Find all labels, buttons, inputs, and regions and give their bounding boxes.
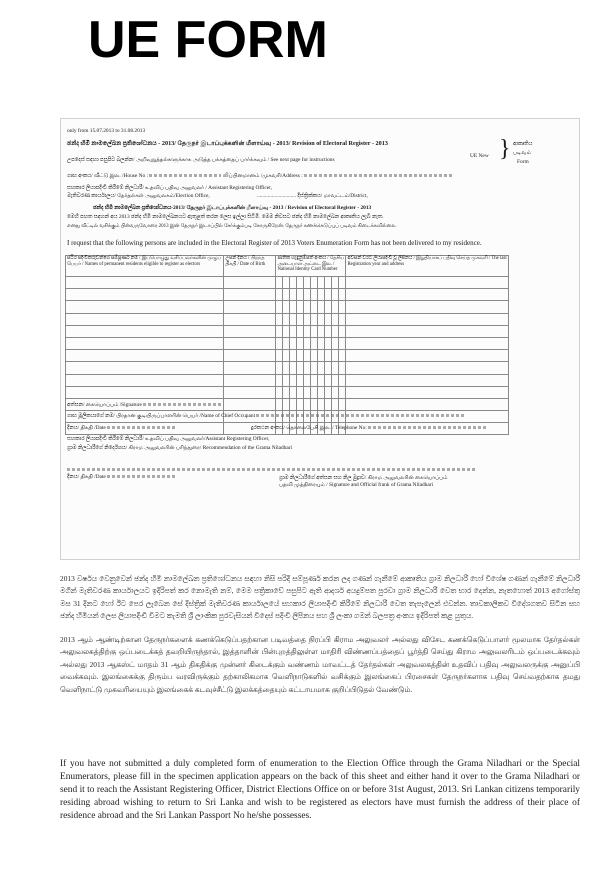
- col-nic-header: ජාතික හැඳුනුම්පත් අංකය / தேசிய அடையாள அட்டை இல. / National Identity Card Number: [276, 256, 346, 277]
- election-office: මැතිවරණ කාර්යාලය/ தேர்தல்கள் அலுவலகம்/Election Office,: [67, 193, 210, 199]
- instructions-note: උපදෙස් සඳහා පසුපිට බලන්න/ அறிவுறுத்தல்களுக்காக அடுத்த பக்கத்தைப் பார்க்கவும் / See next page for instructions: [67, 157, 335, 163]
- form-side-note-ta: படிவம்: [513, 150, 531, 156]
- paragraph-tamil: 2013 ஆம் ஆண்டிற்கான தேருநர்களைக் கணக்கெடுப்பதற்கான படிவத்தை நிரப்பி கிராம அலுவலர் அல்லது விசேட கணக்கெடுப்பாளர் மூலமாக தேர்தல்கள் அலுவலகத்திற்கு ஒப்படைக்கத் தவறியிருந்தால், இத்தாளின் பின்புறத்திலுள்ள மாதிரி விண்ணப்பத்தைப் பூர்த்தி செய்து கிராம அலுவலரிடம் ஒப்படைக்கவும் அல்லது 2013 ஆகஸ்ட் மாதம் 31 ஆம் திகதிக்கு முன்னர் கிடைக்கும் வண்ணம் மாவட்டத் தேர்தல்கள் அலுவலகத்தின் உதவிப் பதிவு அலுவலருக்கு அனுப்பி வைக்கவும். இலங்கைக்கு திரும்ப வரவிருக்கும் தற்காலிகமாக வெளிநாடுகளில் வசிக்கும் இலங்கைப் பிரசைகள் தேருநர்களாக பதிவு செய்வதற்காக தமது வெளிநாட்டு முகவரியையும் இலங்கைக் கடவுச்சீட்டு இலக்கத்தையும் கட்டாயமாக குறிப்பிடுதல் வேண்டும்.: [60, 635, 580, 694]
- table-row[interactable]: [66, 374, 509, 386]
- signature-field[interactable]: [143, 403, 223, 406]
- chief-occupant-field[interactable]: [256, 414, 466, 417]
- col-names-header: ස්ථිර පදිංචිකරුවන්ගේ සම්පූර්ණ නම / இப்பொழுது வசிப்பவர்களின் முழுப் பெயர் / Names of permanent residents eligible to register as electors: [66, 256, 224, 277]
- district-label: ............................. දිස්ත්‍රික්කය/ மாவட்டம்/District,: [257, 193, 368, 199]
- col-dob-header: උපන් දිනය / பிறந்த திகதி / Date of Birth: [224, 256, 276, 277]
- address-label: லிப்பினமானம் /முகவரி/Address :: [223, 173, 303, 179]
- signature-label: අත්සන/ கையொப்பம் /Signature: [67, 402, 142, 408]
- request-sinhala: මෙහි පහත සඳහන් අය 2013 ඡන්ද හිමි නාමලේඛනයට ඇතුළත් කරන ලෙස ඉල්ලා සිටිමි. මෙම නිවසට ඡන්ද හිමි නාමලේඛන ආකෘතිය ලැබී නැත.: [67, 214, 384, 220]
- house-no-field[interactable]: [149, 174, 221, 177]
- revision-title-bold: ඡන්ද හිමි නාමලේඛන ප්‍රතිශෝධනය-2013/ தேருநர் இடாப்புக்களின் மீளாய்வு - 2013 / Revision of Electoral Register - 2013: [93, 205, 372, 211]
- table-row[interactable]: [66, 350, 509, 362]
- aro-label: සහකාර ලියාපදිංචි කිරීමේ නිලධාරී/ உதவிப் பதிவு அலுவலர்/Assistant Registering Officer,: [67, 436, 270, 442]
- date-label-2: දිනය/ திகதி /Date: [67, 474, 106, 480]
- telephone-label: දුරකථන අංකය/ தொலைபேசி இல. / Telephone No:: [251, 425, 367, 431]
- col-address-header: අවසන් වරට ලියාපදිංචි වූ ලිපිනය / இறுதியாகப் பதிவு செய்த முகவரி / The last Registration year and address: [346, 256, 509, 277]
- paragraph-english: If you have not submitted a duly completed form of enumeration to the Election Office through the Grama Niladhari or the Special Enumerators, please fill in the specimen application appears on the back of this sheet and either hand it over to the Grama Niladhari or send it to reach the Assistant Registering Officer, District Elections Office on or before 31st August, 2013. Sri Lankan citizens temporarily residing abroad wishing to return to Sri Lanka and wish to be registered as electors have must furnish the address of their place of residence abroad and the Sri Lankan Passport No he/she possesses.: [60, 759, 580, 821]
- request-tamil: எனது வீட்டில் வசிக்கும் பின்வருவோரை 2013 இன் தேருநர் இடாப்பில் சேர்க்கும்படி கோருகிறேன். தேருநர் கணக்கெடுப்புப் படிவம் கிடைக்கவில்லை.: [67, 223, 397, 229]
- table-header-row: [66, 256, 509, 277]
- form-side-note-si: ආකෘතිය: [513, 141, 533, 147]
- paragraph-sinhala: 2013 වර්ෂය වෙනුවෙන් ඡන්ද හිමි නාමලේඛන ප්‍රතිශෝධනය සඳහා නිසි පරිදි සම්පූර්ණ කරන ලද ගණන් ගැනීමේ ආකෘතිය ග්‍රාම නිලධාරී හෝ විශේෂ ගණන් ගැනීමේ නිලධාරී මගින් මැතිවරණ කාර්යාලයට ඉදිරිපත් කර නොමැති නම්, මෙම පත්‍රිකාවේ පසුපිට ඇති ආදර්ශ අයදුම්පත පුරවා ග්‍රාම නිලධාරී වෙත භාර දෙන්න, නැතහොත් 2013 අගෝස්තු මස 31 දිනට හෝ ඊට පෙර ලැබෙන සේ දිස්ත්‍රික් මැතිවරණ කාර්යාලයේ සහකාර ලියාපදිංචි කිරීමේ නිලධාරී වෙත තැපෑලෙන් එවන්න. තාවකාලිකව විදේශගතව සිටින සහ ඡන්ද හිමියන් ලෙස ලියාපදිංචි වීමට කැමති ශ්‍රී ලාංකික පුරවැසියන් විදෙස් පදිංචි ලිපිනය සහ ශ්‍රී ලංකා ගමන් බලපත්‍ර අංකය ඉදිරිපත් කළ යුතුය.: [60, 574, 580, 621]
- gn-signature-si: ග්‍රාම නිලධාරීගේ අත්සන සහ නිල මුද්‍රාව/ கிராம அலுவலரின் கையொப்பம்: [279, 475, 448, 481]
- assistant-registering-officer: සහකාර ලියාපදිංචි කිරීමේ නිලධාරී/ உதவிப் பதிவு அலுவலர் / Assistant Registering Officer,: [67, 185, 273, 191]
- form-title: UE FORM: [88, 11, 328, 69]
- revision-title: ඡන්ද හිමි නාමලේඛන ප්‍රතිශෝධනය - 2013/ தேருநர் இடாப்புக்களின் மீளாய்வு - 2013/ Revision of Electoral Register - 2013: [67, 140, 388, 147]
- table-row[interactable]: [66, 289, 509, 301]
- table-row[interactable]: [66, 386, 509, 398]
- house-no-label: ගෘහ අංකය/ வீட்டு இல. /House No :: [67, 173, 149, 179]
- date-label: දිනය/ திகதி /Date: [67, 425, 106, 431]
- scanned-form-sheet: [60, 118, 580, 560]
- table-row[interactable]: [66, 362, 509, 374]
- date-field[interactable]: [107, 426, 177, 429]
- recommendation-field[interactable]: [67, 468, 477, 471]
- table-row[interactable]: [66, 337, 509, 349]
- recommendation-label: ග්‍රාම නිලධාරීගේ නිර්දේශය/ கிராம அலுவலரின் பரிந்துரை/ Recommendation of the Grama Niladhari: [67, 445, 293, 451]
- table-row[interactable]: [66, 301, 509, 313]
- valid-dates: only from 15.07.2013 to 31.08.2013: [67, 128, 146, 134]
- form-side-note-en: Form: [517, 159, 529, 165]
- grama-niladhari-signature-block: [279, 475, 448, 488]
- ue-new-label: UE New: [470, 153, 489, 159]
- chief-occupant-label: ගෘහ මූලිකයාගේ නම/ பிரதான குடியிருப்பாளரின் பெயர் /Name of Chief Occupant: [67, 413, 256, 419]
- table-row[interactable]: [66, 313, 509, 325]
- table-row[interactable]: [66, 277, 509, 289]
- gn-signature-en: பதவி முத்திரையும் / Signature and Official frank of Grama Niladhari: [279, 481, 434, 488]
- brace-icon: }: [499, 136, 511, 162]
- request-english: I request that the following persons are included in the Electoral Register of 2013 Voters Enumeration Form has not been delivered to my residence.: [67, 239, 482, 247]
- telephone-field[interactable]: [368, 426, 488, 429]
- address-field[interactable]: [304, 174, 454, 177]
- date-field-2[interactable]: [107, 475, 177, 478]
- table-row[interactable]: [66, 325, 509, 337]
